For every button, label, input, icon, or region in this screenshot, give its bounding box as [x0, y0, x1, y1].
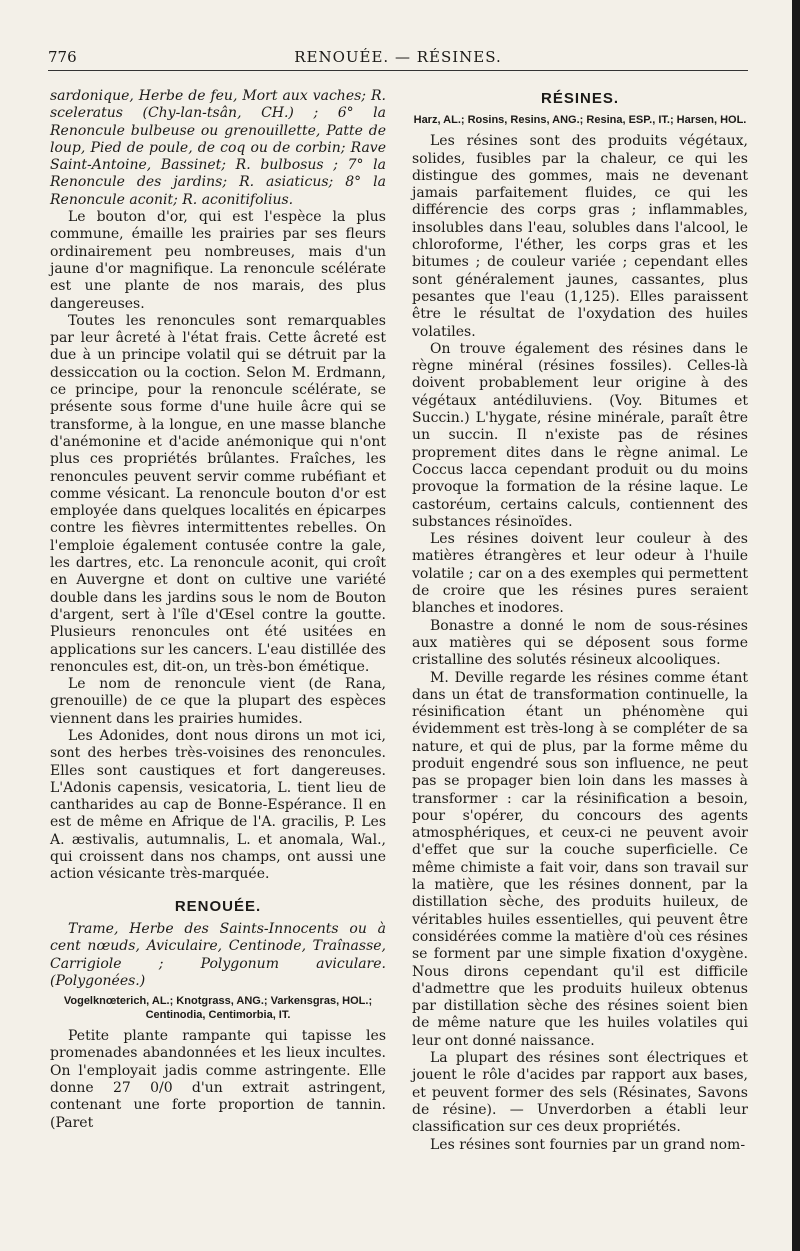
paragraph: On trouve également des résines dans le règne minéral (résines fossiles). Celles-là doivent probablement leur origine à des végétaux antédiluviens. (Voy. Bitumes et Succin.) L'hygate, résine minérale, paraît être un succin. Il n'existe pas de résines proprement dites dans le règne animal. Le Coccus lacca cependant produit ou du moins provoque la formation de la résine laque. Le castoréum, certains calculs, contiennent des substances résinoïdes. [412, 340, 748, 530]
page-header [48, 48, 748, 78]
paragraph: Petite plante rampante qui tapisse les promenades abandonnées et les lieux incultes. On l'employait jadis comme astringente. Elle donne 27 0/0 d'un extrait astringent, contenant une forte proportion de tannin. (Paret [50, 1028, 386, 1131]
paragraph: Les Adonides, dont nous dirons un mot ici, sont des herbes très-voisines des renoncules. Elles sont caustiques et fort dangereuses. L'Adonis capensis, vesicatoria, L. tient lieu de cantharides au cap de Bonne-Espérance. Il en est de même en Afrique de l'A. gracilis, P. Les A. æstivalis, autumnalis, L. et anomala, Wal., qui croissent dans nos champs, ont aussi une action vésicante très-marquée. [50, 727, 386, 883]
section-title-resines: RÉSINES. [540, 90, 620, 107]
section-title-renouee: RENOUÉE. [174, 897, 262, 915]
paragraph: Toutes les renoncules sont remarquables par leur âcreté à l'état frais. Cette âcreté est due à un principe volatil qui se détruit par la dessiccation ou la coction. Selon M. Erdmann, ce principe, pour la renoncule scélérate, se présente sous forme d'une huile âcre qui se transforme, à la longue, en une masse blanche d'anémonine et d'acide anémonique qui n'ont plus ces propriétés brûlantes. Fraîches, les renoncules peuvent servir comme rubéfiant et comme vésicant. La renoncule bouton d'or est employée dans quelques localités en épicarpes contre les fièvres intermittentes rebelles. On l'emploie également contusée contre la gale, les dartres, etc. La renoncule aconit, qui croît en Auvergne et dont on cultive une variété double dans les jardins sous le nom de Bouton d'argent, sert à l'île d'Œsel contre la goutte. Plusieurs renoncules ont été usitées en applications sur les cancers. L'eau distillée des renoncules est, dit-on, un très-bon émétique. [50, 312, 386, 675]
page-number: 776 [48, 48, 77, 66]
foreign-names: Harz, AL.; Rosins, Resins, ANG.; Resina, ESP., IT.; Harsen, HOL. [413, 114, 747, 127]
right-column [412, 88, 748, 1154]
paragraph: sardonique, Herbe de feu, Mort aux vaches; R. sceleratus (Chy-lan-tsân, CH.) ; 6° la Renoncule bulbeuse ou grenouillette, Patte de loup, Pied de poule, de coq ou de corbin; Rave Saint-Antoine, Bassinet; R. bulbosus ; 7° la Renoncule des jardins; R. asiaticus; 8° la Renoncule aconit; R. aconitifolius. [50, 88, 386, 208]
paragraph: M. Deville regarde les résines comme étant dans un état de transformation continuelle, la résinification étant un phénomène qui évidemment est très-long à se compléter de sa nature, et qui de plus, par la forme même du produit engendré sous son influence, ne peut pas se propager bien loin dans les masses à transformer : car la résinification a besoin, pour s'opérer, du concours des agents atmosphériques, et ceux-ci ne peuvent avoir d'effet que sur la couche superficielle. Ce même chimiste a fait voir, dans son travail sur la matière, que les résines donnent, par la distillation sèche, des produits huileux, de véritables huiles essentielles, qui peuvent être considérées comme la matière d'où ces résines se forment par une simple fixation d'oxygène. Nous dirons cependant qu'il est difficile d'admettre que les produits huileux obtenus par distillation sèche des résines soient bien de même nature que les huiles volatiles qui leur ont donné naissance. [412, 669, 748, 1049]
left-column [50, 88, 386, 1132]
paragraph: Bonastre a donné le nom de sous-résines aux matières qui se déposent sous forme cristalline des solutés résineux alcooliques. [412, 617, 748, 669]
running-title: RENOUÉE. — RÉSINES. [294, 48, 502, 66]
foreign-names: Vogelknœterich, AL.; Knotgrass, ANG.; Varkensgras, HOL.; Centinodia, Centimorbia, IT. [63, 995, 373, 1022]
paragraph: Les résines sont des produits végétaux, solides, fusibles par la chaleur, ce qui les distingue des gommes, mais ne devenant jamais parfaitement fluides, ce qui les différencie des corps gras ; inflammables, insolubles dans l'eau, solubles dans l'alcool, le chloroforme, l'éther, les corps gras et les bitumes ; de couleur variée ; cependant elles sont généralement jaunes, cassantes, plus pesantes que l'eau (1,125). Elles paraissent être le résultat de l'oxydation des huiles volatiles. [412, 133, 748, 340]
paragraph: Le bouton d'or, qui est l'espèce la plus commune, émaille les prairies par ses fleurs ordinairement peu nombreuses, mais d'un jaune d'or magnifique. La renoncule scélérate est une plante de nos marais, des plus dangereuses. [50, 209, 386, 312]
paragraph: La plupart des résines sont électriques et jouent le rôle d'acides par rapport aux bases, et peuvent former des sels (Résinates, Savons de résine). — Unverdorben a établi leur classification sur ces deux propriétés. [412, 1050, 748, 1136]
paragraph: Le nom de renoncule vient (de Rana, grenouille) de ce que la plupart des espèces viennent dans les prairies humides. [50, 676, 386, 727]
page-edge-shadow [792, 0, 800, 1251]
paragraph: Les résines sont fournies par un grand nom- [430, 1136, 746, 1153]
synonyms: Trame, Herbe des Saints-Innocents ou à cent nœuds, Aviculaire, Centinode, Traînasse, Carrigiole ; Polygonum aviculare. (Polygonées.) [50, 920, 386, 989]
header-rule [48, 70, 748, 71]
paragraph: Les résines doivent leur couleur à des matières étrangères et leur odeur à l'huile volatile ; car on a des exemples qui permettent de croire que les résines pures seraient blanches et inodores. [412, 531, 748, 617]
